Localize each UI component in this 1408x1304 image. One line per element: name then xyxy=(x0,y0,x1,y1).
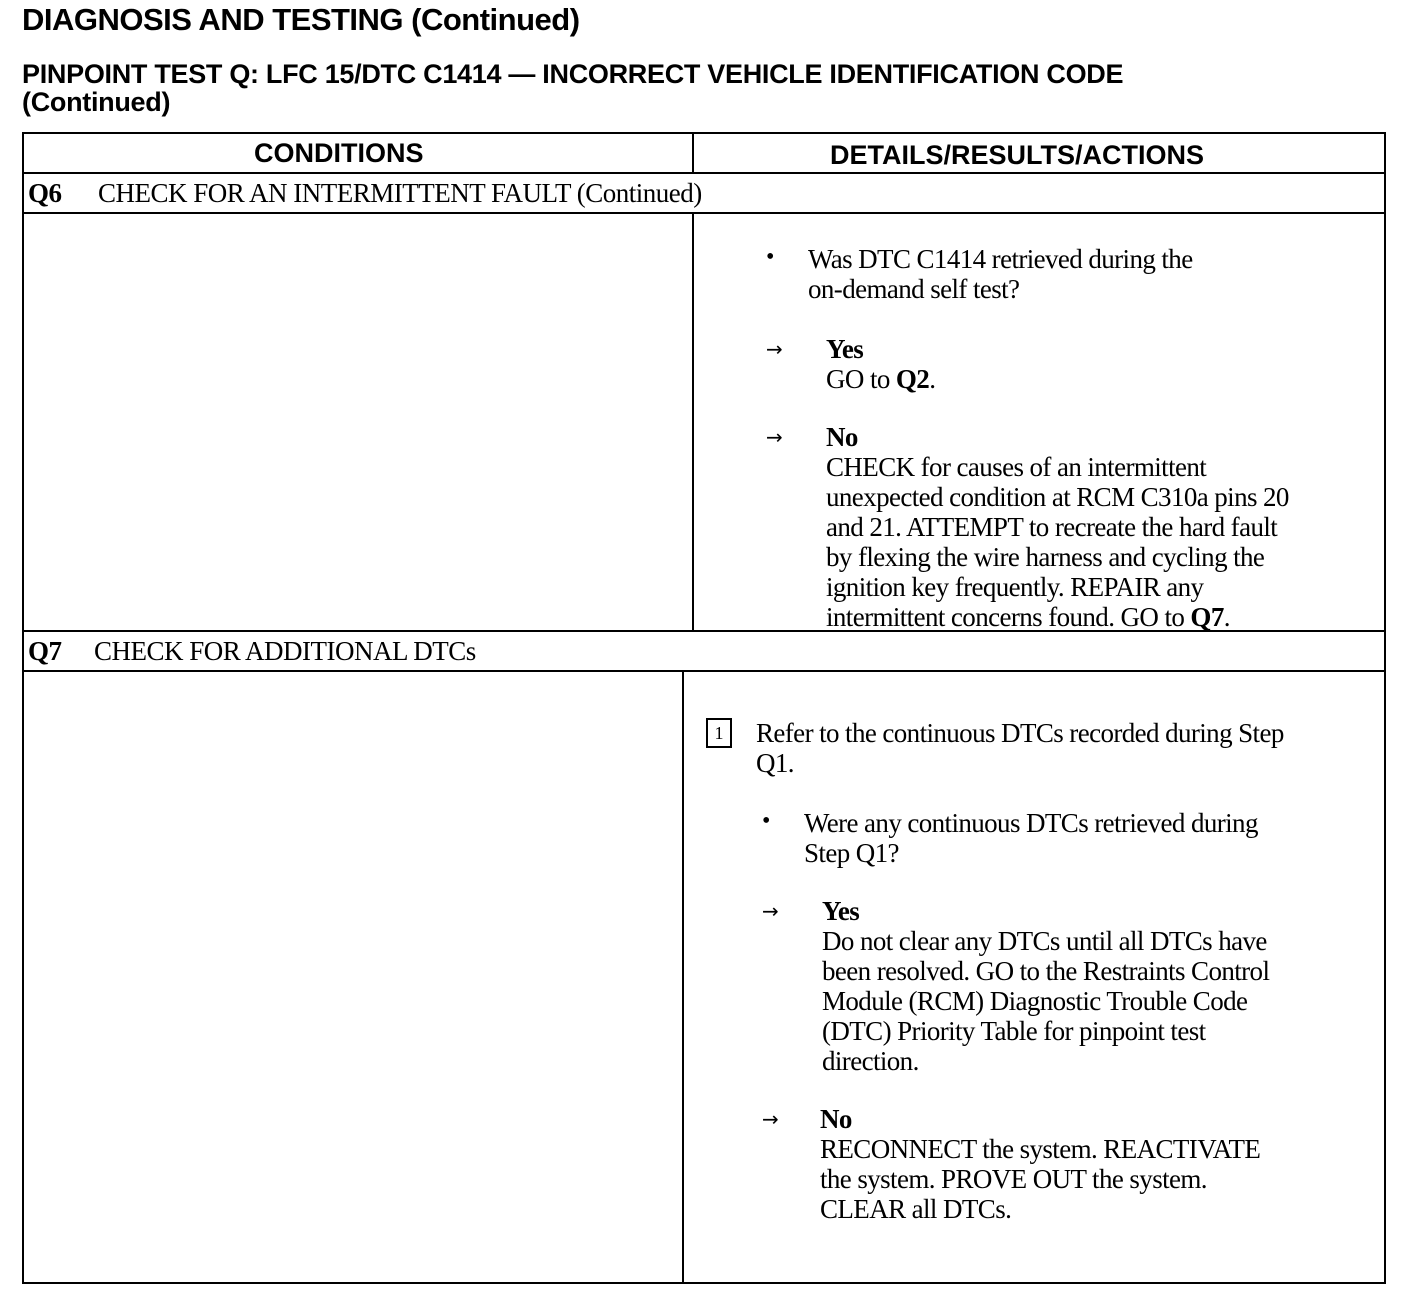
q6-no-end: . xyxy=(1223,602,1230,632)
q7-question-bullet: • xyxy=(762,808,771,834)
q7-no-label: No xyxy=(820,1104,852,1134)
q6-no-line6-wrap xyxy=(826,602,1289,632)
q7-yes-line1: Do not clear any DTCs until all DTCs have xyxy=(822,926,1267,956)
q6-no-line1: CHECK for causes of an intermittent xyxy=(826,452,1207,482)
header-rule xyxy=(24,172,1384,174)
q6-no-result xyxy=(826,422,1289,632)
q6-yes-end: . xyxy=(929,364,936,394)
q6-question-bullet: • xyxy=(766,244,775,270)
q6-no-line2: unexpected condition at RCM C310a pins 20 xyxy=(826,482,1289,512)
pinpoint-test-title-line2: (Continued) xyxy=(22,87,171,117)
q7-step-heading xyxy=(28,636,476,667)
q6-yes-text: GO to xyxy=(826,364,896,394)
pinpoint-test-table xyxy=(22,132,1386,1284)
q7-step-title: CHECK FOR ADDITIONAL DTCs xyxy=(94,636,476,666)
q7-question-line2: Step Q1? xyxy=(804,838,899,868)
pinpoint-test-title-line1: PINPOINT TEST Q: LFC 15/DTC C1414 — INCORRECT VEHICLE IDENTIFICATION CODE xyxy=(22,59,1124,89)
q6-yes-arrow-icon: → xyxy=(766,337,783,361)
q6-yes-action xyxy=(826,364,935,394)
q6-yes-result xyxy=(826,334,935,394)
column-divider-q6 xyxy=(692,212,694,632)
q6-yes-ref: Q2 xyxy=(895,364,930,394)
q7-step-instruction xyxy=(756,718,1284,778)
q7-no-line1: RECONNECT the system. REACTIVATE xyxy=(820,1134,1261,1164)
q6-question-line2: on-demand self test? xyxy=(808,274,1020,304)
q7-yes-line5: direction. xyxy=(822,1046,919,1076)
q7-yes-label: Yes xyxy=(822,896,860,926)
q6-step-title: CHECK FOR AN INTERMITTENT FAULT (Continued) xyxy=(98,178,702,208)
q6-no-line6: intermittent concerns found. GO to xyxy=(826,602,1191,632)
q6-title-rule xyxy=(24,212,1384,214)
q7-step-line2: Q1. xyxy=(756,748,794,778)
q7-title-rule xyxy=(24,670,1384,672)
q7-step-number-box: 1 xyxy=(706,718,732,748)
column-divider-header xyxy=(692,134,694,174)
q7-no-line3: CLEAR all DTCs. xyxy=(820,1194,1012,1224)
q6-step-number: Q6 xyxy=(28,178,62,208)
q6-no-line3: and 21. ATTEMPT to recreate the hard fault xyxy=(826,512,1278,542)
q7-yes-line3: Module (RCM) Diagnostic Trouble Code xyxy=(822,986,1248,1016)
q6-no-arrow-icon: → xyxy=(766,425,783,449)
q6-no-line4: by flexing the wire harness and cycling the xyxy=(826,542,1265,572)
q7-yes-line4: (DTC) Priority Table for pinpoint test xyxy=(822,1016,1206,1046)
q6-no-line5: ignition key frequently. REPAIR any xyxy=(826,572,1204,602)
q7-question-line1: Were any continuous DTCs retrieved during xyxy=(804,808,1258,838)
q6-no-label: No xyxy=(826,422,858,452)
q6-question-line1: Was DTC C1414 retrieved during the xyxy=(808,244,1193,274)
q6-step-heading xyxy=(28,178,702,209)
q7-step-line1: Refer to the continuous DTCs recorded during Step xyxy=(756,718,1284,748)
pinpoint-test-title xyxy=(22,60,1123,116)
q6-question xyxy=(808,244,1193,304)
q7-no-arrow-icon: → xyxy=(762,1107,779,1131)
q7-yes-arrow-icon: → xyxy=(762,899,779,923)
page-title: DIAGNOSIS AND TESTING (Continued) xyxy=(22,2,580,37)
column-divider-q7 xyxy=(682,670,684,1282)
q6-yes-label: Yes xyxy=(826,334,864,364)
q7-no-result xyxy=(820,1104,1260,1224)
q6-no-ref: Q7 xyxy=(1190,602,1224,632)
details-column-header: DETAILS/RESULTS/ACTIONS xyxy=(830,140,1205,170)
q7-yes-result xyxy=(822,896,1269,1076)
conditions-column-header: CONDITIONS xyxy=(254,138,424,168)
q7-no-line2: the system. PROVE OUT the system. xyxy=(820,1164,1207,1194)
q7-step-number: Q7 xyxy=(28,636,62,666)
q7-yes-line2: been resolved. GO to the Restraints Control xyxy=(822,956,1270,986)
q7-question xyxy=(804,808,1258,868)
